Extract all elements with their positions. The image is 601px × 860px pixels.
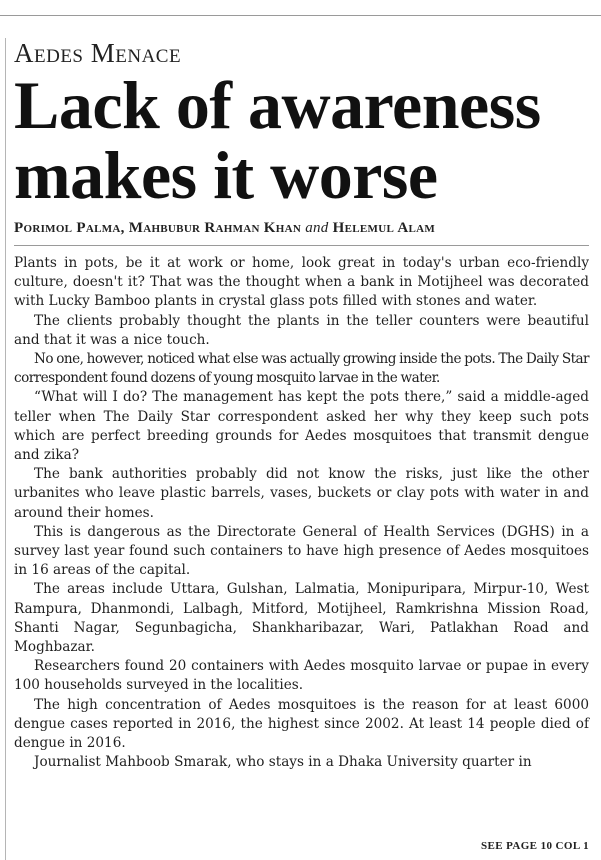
paragraph-5: The bank authorities probably did not know the risks, just like the other urbanites who leave plastic barrels, vases, buckets or clay pots with water in and around their homes. xyxy=(14,466,589,521)
byline-authors: Porimol Palma, Mahbubur Rahman Khan xyxy=(14,220,302,236)
headline xyxy=(14,67,589,213)
continuation-jump-line: SEE PAGE 10 COL 1 xyxy=(480,840,589,852)
byline-rule xyxy=(14,245,589,246)
headline-line-2: makes it worse xyxy=(14,137,438,213)
paragraph-6: This is dangerous as the Directorate General of Health Services (DGHS) in a survey last year found such containers to have high presence of Aedes mosquitoes in 16 areas of the capital. xyxy=(14,523,589,579)
paragraph-4: “What will I do? The management has kept the pots there,” said a middle-aged teller when The Daily Star correspondent asked her why they keep such pots which are perfect breeding grounds for Aedes mosquitoes that transmit dengue and zika? xyxy=(14,389,589,464)
article xyxy=(14,38,589,772)
column-rule xyxy=(5,38,6,860)
paragraph-1: Plants in pots, be it at work or home, look great in today's urban eco-friendly culture, doesn't it? That was the thought when a bank in Motijheel was decorated with Lucky Bamboo plants in crystal glass pots filled with stones and water. xyxy=(14,255,589,310)
paragraph-2: The clients probably thought the plants in the teller counters were beautiful and that it was a nice touch. xyxy=(14,312,589,348)
headline-line-1: Lack of awareness xyxy=(14,67,541,143)
paragraph-10: Journalist Mahboob Smarak, who stays in a Dhaka University quarter in xyxy=(34,754,532,771)
kicker: Aedes Menace xyxy=(14,38,182,68)
paragraph-3: No one, however, noticed what else was actually growing inside the pots. The Daily Star correspondent found dozens of young mosquito larvae in the water. xyxy=(14,351,589,387)
byline-and: and xyxy=(305,220,329,236)
byline-last-author: Helemul Alam xyxy=(332,220,436,236)
top-rule xyxy=(0,15,601,16)
paragraph-8: Researchers found 20 containers with Aedes mosquito larvae or pupae in every 100 households surveyed in the localities. xyxy=(14,658,589,694)
paragraph-9: The high concentration of Aedes mosquitoes is the reason for at least 6000 dengue cases reported in 2016, the highest since 2002. At least 14 people died of dengue in 2016. xyxy=(14,696,589,752)
paragraph-7: The areas include Uttara, Gulshan, Lalmatia, Monipuripara, Mirpur-10, West Rampura, Dhanmondi, Lalbagh, Mitford, Motijheel, Ramkrishna Mission Road, Shanti Nagar, Segunbagicha, Shankharibazar, Wari, Patlakhan Road and Moghbazar. xyxy=(14,581,589,656)
byline xyxy=(14,220,589,237)
article-body xyxy=(14,254,589,772)
